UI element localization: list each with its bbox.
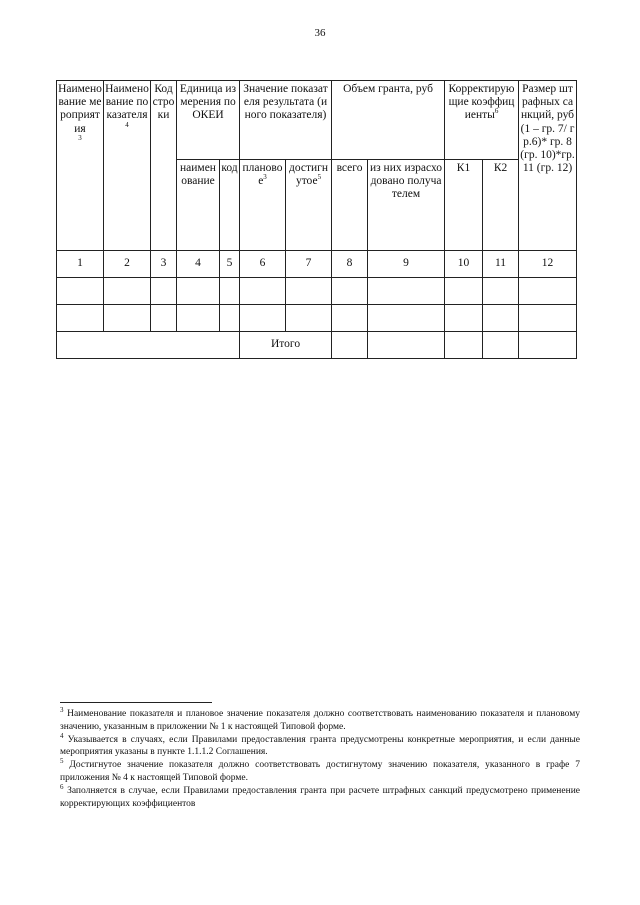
total-row [57, 332, 577, 359]
header-penalty: Размер штрафных санкций, руб (1 – гр. 7/ гр.6)* гр. 8 (гр. 10)*гр. 11 (гр. 12) [519, 81, 577, 251]
header-coefficients: Корректирующие коэффициенты$^6$ [445, 81, 519, 160]
table-cell [151, 278, 177, 305]
table-cell [151, 305, 177, 332]
table-cell [445, 305, 483, 332]
total-cell [519, 332, 577, 359]
column-number: 10 [445, 251, 483, 278]
total-label: Итого [240, 332, 332, 359]
header-event-name: Наименование мероприятия $^3$ [57, 81, 104, 251]
footnotes [60, 705, 581, 811]
header-grant-total: всего [332, 160, 368, 251]
header-value-achieved: достигнутое$^5$ [286, 160, 332, 251]
table-cell [483, 278, 519, 305]
table-cell [220, 278, 240, 305]
table-cell [368, 305, 445, 332]
footnote: $^3$ Наименование показателя и плановое значение показателя должно соответствовать наименованию показателя и плановому значению, указанным в приложении № 1 к настоящей Типовой форме. [60, 705, 581, 732]
header-value: Значение показателя результата (иного показателя) [240, 81, 332, 160]
header-k1: К1 [445, 160, 483, 251]
footnote: $^5$ Достигнутое значение показателя должно соответствовать достигнутому значению показателя, указанного в графе 7 приложения № 4 к настоящей Типовой форме. [60, 757, 580, 784]
table-cell [445, 278, 483, 305]
header-k2: К2 [483, 160, 519, 251]
column-numbers-row [57, 251, 577, 278]
column-number: 11 [483, 251, 519, 278]
header-grant-spent: из них израсходовано получателем [368, 160, 445, 251]
column-number: 9 [368, 251, 445, 278]
total-cell [368, 332, 445, 359]
column-number: 5 [220, 251, 240, 278]
table-row [57, 278, 577, 305]
footnote: $^4$ Указывается в случаях, если Правилами предоставления гранта предусмотрены конкретные мероприятия, и если данные мероприятия указаны в пункте 1.1.1.2 Соглашения. [60, 731, 581, 758]
table-cell [57, 278, 104, 305]
table-cell [104, 278, 151, 305]
header-grant: Объем гранта, руб [332, 81, 445, 160]
column-number: 2 [104, 251, 151, 278]
footnote: $^6$ Заполняется в случае, если Правилами предоставления гранта при расчете штрафных санкций предусмотрено применение корректирующих коэффициентов [60, 782, 580, 809]
table-cell [220, 305, 240, 332]
header-value-plan: плановое$^3$ [240, 160, 286, 251]
total-cell [483, 332, 519, 359]
table-cell [57, 305, 104, 332]
footnote-divider [60, 702, 212, 703]
header-code: Код строки [151, 81, 177, 251]
total-cell [332, 332, 368, 359]
table-cell [332, 278, 368, 305]
column-number: 3 [151, 251, 177, 278]
total-cell [445, 332, 483, 359]
column-number: 1 [57, 251, 104, 278]
table-cell [483, 305, 519, 332]
table-cell [177, 305, 220, 332]
column-number: 6 [240, 251, 286, 278]
header-unit-code: код [220, 160, 240, 251]
header-unit-name: наименование [177, 160, 220, 251]
header-unit: Единица измерения по ОКЕИ [177, 81, 240, 160]
table-row [57, 305, 577, 332]
table-cell [368, 278, 445, 305]
table-cell [519, 278, 577, 305]
column-number: 12 [519, 251, 577, 278]
header-indicator-name: Наименование показателя$^4$ [104, 81, 151, 251]
column-number: 7 [286, 251, 332, 278]
table-cell [104, 305, 151, 332]
total-empty-cell [57, 332, 240, 359]
column-number: 4 [177, 251, 220, 278]
table-cell [519, 305, 577, 332]
table-cell [332, 305, 368, 332]
table-cell [286, 278, 332, 305]
column-number: 8 [332, 251, 368, 278]
table-cell [286, 305, 332, 332]
page-number: 36 [314, 27, 326, 39]
penalty-table [56, 80, 577, 359]
table-cell [240, 305, 286, 332]
table-cell [177, 278, 220, 305]
table-cell [240, 278, 286, 305]
